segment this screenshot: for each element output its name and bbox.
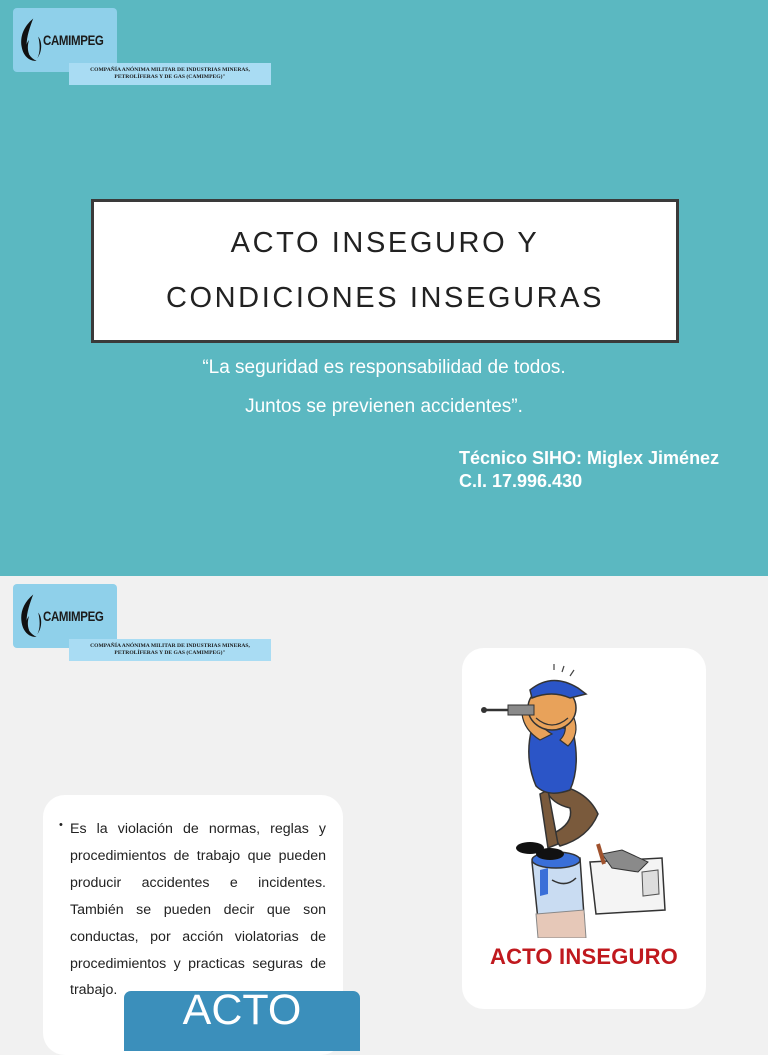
author-id: C.I. 17.996.430	[459, 471, 583, 491]
oil-drop-logo-icon	[15, 586, 43, 646]
quote-line-2: Juntos se previenen accidentes”.	[245, 396, 523, 417]
author-name: Técnico SIHO: Miglex Jiménez	[459, 448, 720, 468]
slide-title-box	[91, 199, 679, 343]
definition-slide	[0, 576, 768, 1034]
bullet-point: •	[59, 819, 63, 831]
logo-text: CAMIMPEG	[43, 608, 104, 624]
tagline-line-1: COMPAÑÍA ANÓNIMA MILITAR DE INDUSTRIAS MINERAS,	[90, 67, 250, 73]
tagline-line-2: PETROLÍFERAS Y DE GAS (CAMIMPEG)"	[114, 650, 226, 656]
quote-line-1: “La seguridad es responsabilidad de todos.	[202, 357, 566, 378]
illustration-card	[462, 648, 706, 1009]
tagline-line-1: COMPAÑÍA ANÓNIMA MILITAR DE INDUSTRIAS MINERAS,	[90, 643, 250, 649]
section-label-text: ACTO	[182, 991, 302, 1034]
unsafe-act-worker-illustration	[462, 648, 706, 938]
section-label-tab	[124, 991, 360, 1051]
logo-text: CAMIMPEG	[43, 32, 104, 48]
oil-drop-logo-icon	[15, 10, 43, 70]
illustration-caption: ACTO INSEGURO	[490, 944, 678, 969]
slide-title-line-1: ACTO INSEGURO Y	[230, 227, 540, 259]
company-tagline	[69, 63, 271, 85]
tagline-line-2: PETROLÍFERAS Y DE GAS (CAMIMPEG)"	[114, 74, 226, 80]
slide-title-line-2: CONDICIONES INSEGURAS	[165, 282, 605, 314]
company-tagline	[69, 639, 271, 661]
definition-text: Es la violación de normas, reglas y procedimientos de trabajo que pueden producir accidentes e incidentes. También se pueden decir que son conductas, por acción violatorias de procedimientos y practicas seguras de trabajo.	[70, 821, 326, 999]
